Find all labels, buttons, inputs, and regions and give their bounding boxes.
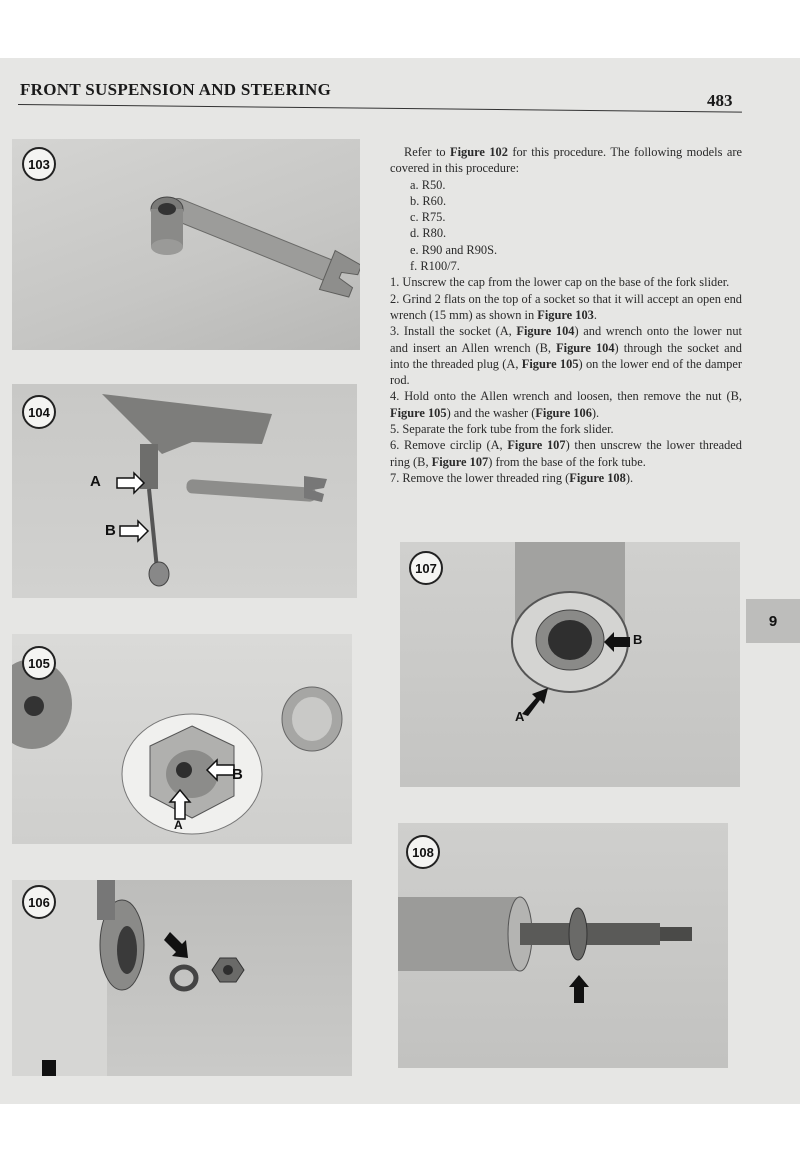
figure-106-photo	[12, 880, 352, 1076]
figure-104-photo	[12, 384, 357, 598]
figure-105-photo	[12, 634, 352, 844]
chapter-header-title: FRONT SUSPENSION AND STEERING	[20, 80, 332, 99]
procedure-step: 1. Unscrew the cap from the lower cap on the base of the fork slider.	[390, 275, 730, 290]
damper-rod-ring-illustration	[398, 823, 728, 1068]
procedure-text	[390, 144, 742, 486]
callout-a: A	[90, 473, 101, 490]
callout-b: B	[232, 766, 243, 783]
figure-104-badge: 104	[22, 395, 56, 429]
procedure-step: 4. Hold onto the Allen wrench and loosen, then remove the nut (B, Figure 105) and the washer (Figure 106).	[390, 389, 742, 420]
model-item: c. R75.	[410, 210, 446, 225]
page-number: 483	[707, 91, 733, 110]
figure-108-photo	[398, 823, 728, 1068]
figure-103-photo	[12, 139, 360, 350]
model-item: b. R60.	[410, 193, 447, 208]
callout-b: B	[633, 632, 643, 647]
figure-106-badge: 106	[22, 885, 56, 919]
callout-a: A	[515, 709, 525, 724]
washer-nut-illustration	[12, 880, 352, 1076]
intro-paragraph: Refer to Figure 102 for this procedure. The following models are covered in this procedure:	[390, 145, 742, 176]
model-item: a. R50.	[410, 177, 446, 192]
figure-107-badge: 107	[409, 551, 443, 585]
fork-tube-end-illustration	[400, 542, 740, 787]
figure-103-badge: 103	[22, 147, 56, 181]
socket-allen-wrench-illustration	[12, 384, 357, 598]
model-item: e. R90 and R90S.	[410, 242, 498, 257]
wrench-socket-illustration	[12, 139, 360, 350]
procedure-step: 2. Grind 2 flats on the top of a socket so that it will accept an open end wrench (15 mm) as shown in Figure 103.	[390, 291, 742, 322]
figure-107-photo	[400, 542, 740, 787]
chapter-tab: 9	[746, 599, 800, 643]
procedure-step: 3. Install the socket (A, Figure 104) and wrench onto the lower nut and insert an Allen wrench (B, Figure 104) through the socket and into the threaded plug (A, Figure 105) on the lower end of the damper rod.	[390, 324, 742, 388]
steps-list	[390, 274, 742, 486]
callout-b: B	[105, 522, 116, 539]
procedure-step: 6. Remove circlip (A, Figure 107) then unscrew the lower threaded ring (B, Figure 107) from the base of the fork tube.	[390, 438, 742, 469]
procedure-step: 7. Remove the lower threaded ring (Figure 108).	[390, 470, 634, 485]
model-item: d. R80.	[410, 226, 447, 241]
figure-105-badge: 105	[22, 646, 56, 680]
figure-108-badge: 108	[406, 835, 440, 869]
fork-slider-bottom-illustration	[12, 634, 352, 844]
callout-a: A	[174, 818, 183, 832]
procedure-step: 5. Separate the fork tube from the fork slider.	[390, 422, 614, 437]
model-item: f. R100/7.	[410, 259, 460, 274]
